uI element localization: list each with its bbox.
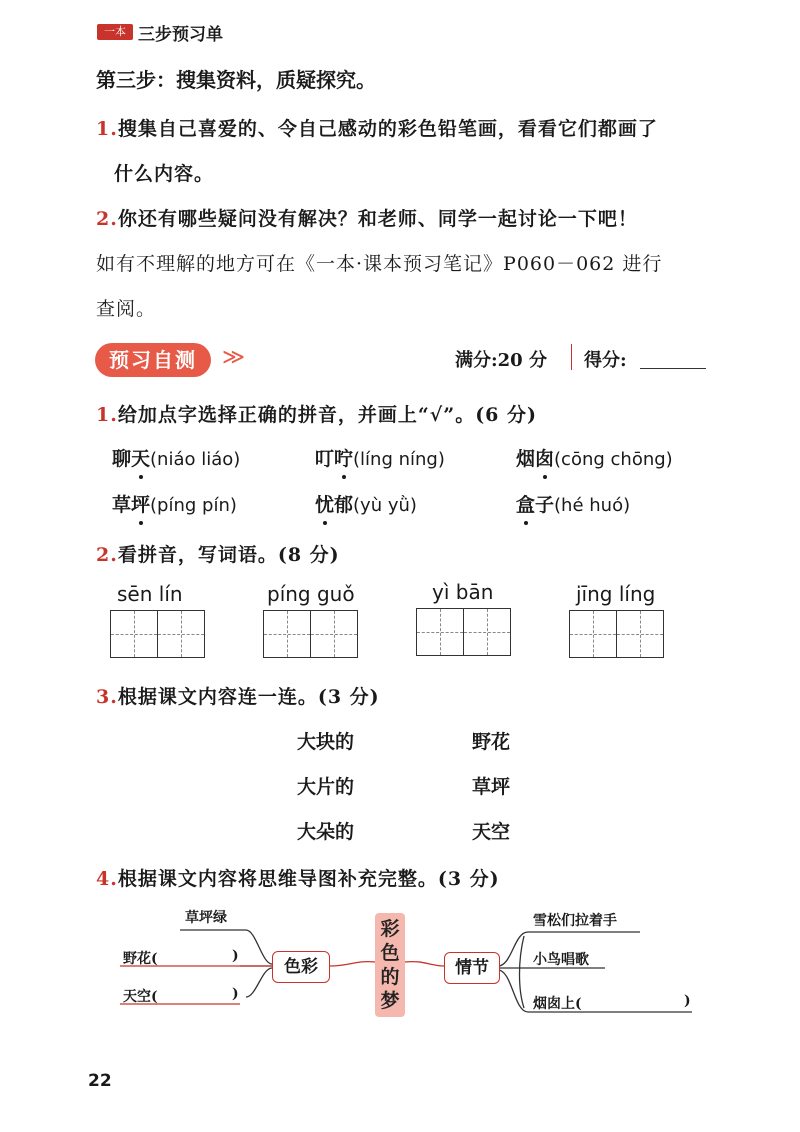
- mind-map-leaf: 草坪绿: [185, 910, 227, 926]
- question-number: 4.: [96, 868, 118, 890]
- reference-note: 如有不理解的地方可在《一本·课本预习笔记》P060－062 进行: [96, 253, 663, 275]
- question-text: 根据课文内容连一连。(3 分): [117, 686, 380, 708]
- pinyin-options: (yù yǜ): [353, 495, 417, 516]
- question-text: 根据课文内容将思维导图补充完整。(3 分): [117, 868, 500, 890]
- double-chevron-icon: ≫: [222, 345, 246, 370]
- blank-close: ): [232, 986, 239, 1002]
- question-text: 你还有哪些疑问没有解决？和老师、同学一起讨论一下吧！: [117, 208, 638, 230]
- reference-note-line2: 查阅。: [96, 298, 157, 320]
- char: 叮: [315, 448, 335, 470]
- header-title: 三步预习单: [138, 25, 223, 45]
- center-char: 梦: [380, 990, 400, 1012]
- pinyin-label: jīng líng: [576, 582, 656, 606]
- pinyin-label: píng guǒ: [267, 582, 355, 606]
- selftest-label: 预习自测: [95, 343, 211, 377]
- pinyin-options: (líng níng): [353, 449, 445, 470]
- match-left-item[interactable]: 大朵的: [297, 821, 355, 843]
- pinyin-label: yì bān: [432, 580, 494, 604]
- question-number: 1.: [96, 404, 118, 426]
- char: 草: [112, 494, 132, 516]
- mind-map-leaf: 天空(: [123, 989, 158, 1005]
- match-right-item[interactable]: 野花: [472, 731, 511, 753]
- question-number: 2.: [96, 544, 118, 566]
- pinyin-options: (cōng chōng): [554, 449, 673, 470]
- mind-map-leaf: 野花(: [123, 951, 158, 967]
- mind-map-center: [375, 913, 405, 1017]
- mind-map-leaf-blank[interactable]: 烟囱上(: [533, 996, 582, 1012]
- dotted-char: 咛: [334, 444, 353, 471]
- step-title: 第三步：搜集资料，质疑探究。: [96, 68, 376, 92]
- char: 聊: [112, 448, 132, 470]
- dotted-char: 坪: [131, 490, 150, 517]
- mind-map-node-plot: 情节: [444, 952, 500, 984]
- pinyin-options: (niáo liáo): [150, 449, 241, 470]
- question-text: 给加点字选择正确的拼音，并画上“√”。(6 分): [117, 404, 538, 426]
- blank-close: ): [232, 948, 239, 964]
- mind-map-leaf: 雪松们拉着手: [533, 913, 617, 929]
- match-left-item[interactable]: 大片的: [297, 776, 355, 798]
- question-text: 搜集自己喜爱的、令自己感动的彩色铅笔画，看看它们都画了: [117, 118, 658, 140]
- center-char: 色: [380, 942, 400, 964]
- question-text: 看拼音，写词语。(8 分): [117, 544, 340, 566]
- match-right-item[interactable]: 天空: [472, 821, 511, 843]
- question-number: 3.: [96, 686, 118, 708]
- full-score: 满分:20 分: [455, 350, 547, 371]
- question-number: 1.: [96, 118, 118, 140]
- pinyin-options: (hé huó): [554, 495, 631, 516]
- char: 郁: [334, 494, 354, 516]
- dotted-char: 天: [131, 444, 150, 471]
- center-char: 彩: [380, 918, 400, 940]
- char: 子: [535, 494, 555, 516]
- dotted-char: 盒: [516, 490, 535, 517]
- pinyin-label: sēn lín: [117, 582, 183, 606]
- mind-map-node-color: 色彩: [272, 951, 330, 983]
- dotted-char: 忧: [315, 490, 334, 517]
- page-number: 22: [88, 1071, 112, 1091]
- match-right-item[interactable]: 草坪: [472, 776, 511, 798]
- question-number: 2.: [96, 208, 118, 230]
- score-label: 得分:: [584, 350, 627, 371]
- pinyin-options: (píng pín): [150, 495, 237, 516]
- step3-question-1-line2: 什么内容。: [114, 163, 215, 185]
- center-char: 的: [380, 966, 400, 988]
- brand-badge: 一本: [97, 24, 133, 40]
- mind-map-leaf: 小鸟唱歌: [533, 952, 589, 968]
- char: 烟: [516, 448, 536, 470]
- match-left-item[interactable]: 大块的: [297, 731, 355, 753]
- dotted-char: 囱: [535, 444, 554, 471]
- blank-close: ): [684, 993, 691, 1009]
